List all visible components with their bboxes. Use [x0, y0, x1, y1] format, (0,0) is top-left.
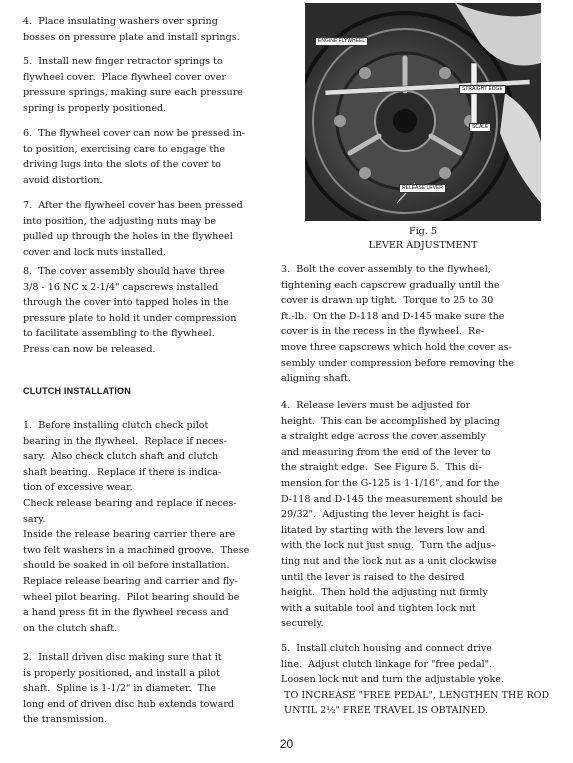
- text-line: through the cover into tapped holes in the: [23, 297, 229, 309]
- paragraph: [23, 14, 240, 45]
- text-line: TO INCREASE "FREE PEDAL", LENGTHEN THE ROD: [281, 689, 550, 701]
- text-line: ting nut and the lock nut as a unit clockwise: [281, 555, 497, 567]
- text-line: avoid distortion.: [23, 174, 103, 186]
- paragraph: [23, 198, 243, 260]
- label-release-lever: RELEASE LEVER: [399, 184, 446, 193]
- paragraph: [281, 641, 549, 719]
- text-line: a straight edge across the cover assembly: [281, 431, 486, 443]
- text-line: driving lugs into the slots of the cover to: [23, 159, 221, 171]
- paragraph: [23, 264, 236, 358]
- text-line: long end of driven disc hub extends toward: [23, 698, 235, 710]
- text-line: should be soaked in oil before installation.: [23, 560, 230, 572]
- page-number: 20: [279, 737, 294, 751]
- text-line: height. This can be accomplished by placing: [281, 415, 500, 427]
- text-line: 5. Install new finger retractor springs to: [23, 56, 223, 67]
- text-line: 2. Install driven disc making sure that it: [23, 652, 222, 663]
- text-line: height. Then hold the adjusting nut firmly: [281, 587, 488, 599]
- text-line: 3/8 - 16 NC x 2-1/4" capscrews installed: [23, 281, 219, 293]
- text-line: with the lock nut just snug. Turn the adjus-: [281, 540, 495, 552]
- label-scale: SCALE: [469, 123, 491, 132]
- figure-photo: [305, 3, 541, 221]
- text-line: pressure springs, making sure each pressure: [23, 87, 243, 99]
- text-line: Replace release bearing and carrier and fly-: [23, 575, 238, 587]
- text-line: securely.: [281, 618, 324, 630]
- text-line: 4. Place insulating washers over spring: [23, 16, 218, 27]
- text-line: spring is properly positioned.: [23, 102, 167, 114]
- text-line: ft.-lb. On the D-118 and D-145 make sure the: [281, 310, 505, 322]
- text-line: wheel pilot bearing. Pilot bearing should be: [23, 591, 240, 603]
- text-line: 4. Release levers must be adjusted for: [281, 400, 471, 411]
- section-heading: CLUTCH INSTALLATION: [23, 386, 131, 396]
- text-line: aligning shaft.: [281, 373, 351, 385]
- text-line: 8. The cover assembly should have three: [23, 266, 225, 277]
- paragraph: [23, 418, 249, 636]
- text-line: 1. Before installing clutch check pilot: [23, 420, 209, 431]
- text-line: bearing in the flywheel. Replace if neces-: [23, 435, 228, 447]
- text-line: sembly under compression before removing the: [281, 357, 514, 369]
- text-line: and measuring from the end of the lever to: [281, 446, 491, 458]
- paragraph: [23, 54, 243, 116]
- text-line: with a suitable tool and tighten lock nut: [281, 602, 476, 614]
- label-straight-edge: STRAIGHT EDGE: [459, 85, 506, 94]
- text-line: sary.: [23, 513, 46, 525]
- text-line: a hand press fit in the flywheel recess and: [23, 607, 229, 619]
- text-line: shaft bearing. Replace if there is indica-: [23, 466, 222, 478]
- text-line: 6. The flywheel cover can now be pressed in-: [23, 128, 246, 139]
- text-line: cover is in the recess in the flywheel. Re-: [281, 326, 485, 338]
- text-line: shaft. Spline is 1-1/2" in diameter. The: [23, 683, 216, 695]
- paragraph: [23, 126, 245, 188]
- text-line: the transmission.: [23, 714, 108, 726]
- text-line: 3. Bolt the cover assembly to the flywheel,: [281, 264, 491, 275]
- text-line: litated by starting with the levers low and: [281, 524, 486, 536]
- text-line: 7. After the flywheel cover has been pressed: [23, 200, 243, 211]
- text-line: 5. Install clutch housing and connect drive: [281, 643, 492, 654]
- text-line: cover is drawn up tight. Torque to 25 to 30: [281, 295, 494, 307]
- text-line: UNTIL 2½" FREE TRAVEL IS OBTAINED.: [281, 705, 489, 717]
- text-line: 29/32". Adjusting the lever height is faci-: [281, 509, 485, 521]
- text-line: mension for the G-125 is 1-1/16", and for the: [281, 477, 500, 489]
- paragraph: [281, 262, 514, 387]
- label-engine-flywheel: ENGINE FLYWHEEL: [315, 37, 368, 46]
- text-line: bosses on pressure plate and install springs.: [23, 31, 240, 43]
- text-line: line. Adjust clutch linkage for "free pedal".: [281, 658, 493, 670]
- text-line: to facilitate assembling to the flywheel.: [23, 328, 215, 340]
- figure-caption: LEVER ADJUSTMENT: [368, 240, 478, 251]
- text-line: cover and lock nuts installed.: [23, 246, 166, 258]
- text-line: two felt washers in a machined groove. These: [23, 544, 250, 556]
- text-line: move three capscrews which hold the cover as-: [281, 341, 512, 353]
- text-line: into position, the adjusting nuts may be: [23, 215, 217, 227]
- text-line: is properly positioned, and install a pilot: [23, 667, 220, 679]
- text-line: pressure plate to hold it under compression: [23, 312, 237, 324]
- text-line: tightening each capscrew gradually until the: [281, 279, 500, 291]
- text-line: on the clutch shaft.: [23, 622, 118, 634]
- figure-number: Fig. 5: [408, 226, 438, 237]
- text-line: flywheel cover. Place flywheel cover over: [23, 71, 226, 83]
- text-line: Press can now be released.: [23, 343, 156, 355]
- text-line: pulled up through the holes in the flywheel: [23, 231, 233, 243]
- text-line: tion of excessive wear.: [23, 482, 133, 494]
- text-line: sary. Also check clutch shaft and clutch: [23, 451, 219, 463]
- text-line: until the lever is raised to the desired: [281, 571, 465, 583]
- paragraph: [23, 650, 234, 728]
- text-line: D-118 and D-145 the measurement should be: [281, 493, 503, 505]
- text-line: to position, exercising care to engage the: [23, 143, 226, 155]
- text-line: the straight edge. See Figure 5. This di-: [281, 462, 482, 474]
- text-line: Loosen lock nut and turn the adjustable yoke.: [281, 674, 504, 686]
- text-line: Inside the release bearing carrier there are: [23, 529, 236, 541]
- text-line: Check release bearing and replace if neces-: [23, 497, 237, 509]
- paragraph: [281, 398, 503, 632]
